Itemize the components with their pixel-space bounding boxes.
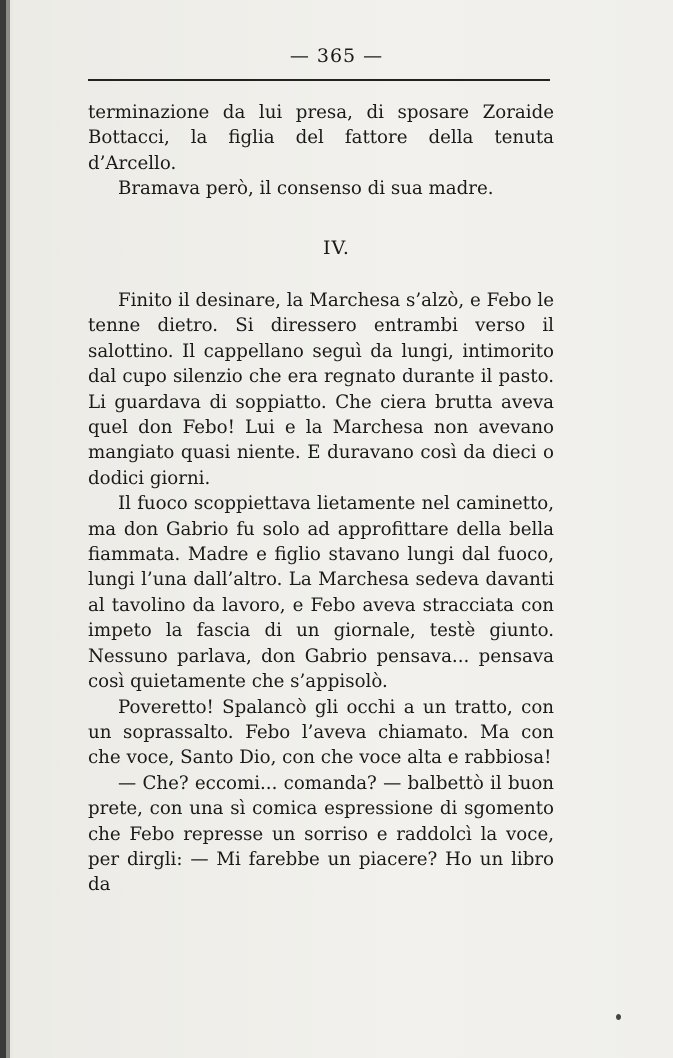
body-paragraph: Il fuoco scoppiettava lietamente nel caminetto, ma don Gabrio fu solo ad approfittare della bella fiammata. Madre e figlio stavano lungi dal fuoco, lungi l’una dall’altro. La Marchesa sedeva davanti al tavolino da lavoro, e Febo aveva stracciata con impeto la fascia di un giornale, testè giunto. Nessuno parlava, don Gabrio pensava... pensava così quietamente che s’appisolò. (88, 493, 554, 693)
section-heading: IV. (323, 237, 350, 259)
continuation-paragraph: terminazione da lui presa, di sposare Zoraide Bottacci, la figlia del fattore della tenuta d’Arcello. (88, 102, 554, 174)
body-paragraph: Finito il desinare, la Marchesa s’alzò, e Febo le tenne dietro. Si diressero entrambi verso il salottino. Il cappellano seguì da lungi, intimorito dal cupo silenzio che era regnato durante il pasto. Li guardava di soppiatto. Che ciera brutta aveva quel don Febo! Lui e la Marchesa non avevano mangiato quasi niente. E duravano così da dieci o dodici giorni. (88, 290, 554, 489)
body-paragraph: Poveretto! Spalancò gli occhi a un tratto, con un soprassalto. Febo l’aveva chiamato. Ma con che voce, Santo Dio, con che voce alta e rabbiosa! (88, 696, 554, 769)
body-paragraph: — Che? eccomi... comanda? — balbettò il buon prete, con una sì comica espressione di sgomento che Febo represse un sorriso e raddolcì la voce, per dirgli: — Mi farebbe un piacere? Ho un libro da (88, 772, 554, 896)
ink-speck (616, 1014, 621, 1020)
continuation-paragraph-2: Bramava però, il consenso di sua madre. (118, 178, 494, 200)
page-binding-shadow (6, 0, 10, 1058)
header-rule (88, 79, 550, 81)
section-body (88, 288, 554, 898)
continuation-text (88, 100, 554, 202)
page-number: — 365 — (289, 45, 384, 67)
